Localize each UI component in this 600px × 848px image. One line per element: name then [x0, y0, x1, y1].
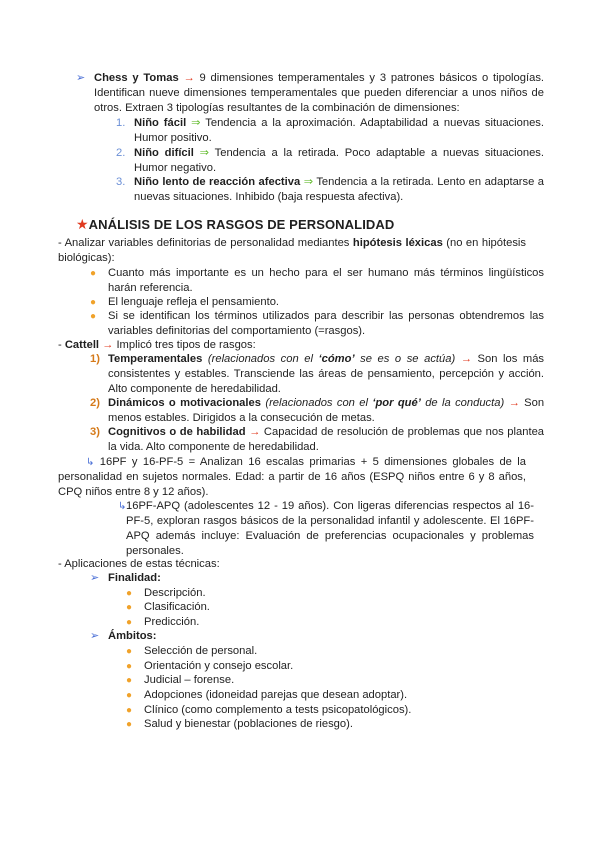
finalidad-label: Finalidad:: [108, 572, 161, 584]
lexical-hypothesis: hipótesis léxicas: [352, 237, 443, 249]
trait-text: Capacidad de resolución de problemas que nos plantea la vida. Alto componente de heredabilidad.: [108, 426, 545, 453]
arrow-bullet-icon: ➢: [76, 72, 86, 84]
arrow-bullet-icon: ➢: [90, 572, 100, 584]
ambitos-item: [126, 673, 544, 688]
section-heading: [76, 217, 556, 232]
dot-bullet-icon: ●: [126, 690, 133, 701]
dot-bullet-icon: ●: [90, 268, 97, 279]
lexical-item: [90, 266, 544, 296]
trait-term: Dinámicos o motivacionales: [108, 397, 261, 409]
dash: -: [58, 339, 62, 351]
dot-bullet-icon: ●: [126, 661, 133, 672]
intro-text-end: (no en hipótesis biológicas):: [58, 237, 526, 264]
dot-bullet-icon: ●: [126, 719, 133, 730]
lexical-item: [90, 295, 544, 310]
lexical-text: Cuanto más importante es un hecho para el ser humano más términos lingüísticos harán referencia.: [108, 267, 544, 294]
pf16-text: 16PF y 16-PF-5 = Analizan 16 escalas primarias + 5 dimensiones globales de la personalidad en sujetos normales. Edad: a partir de 16 años (ESPQ niños entre 6 y 8 años, CPQ niños entre 8 y 12 años).: [58, 456, 526, 498]
item-number: 3.: [116, 176, 126, 188]
sub-arrow-icon: ↳: [118, 501, 127, 512]
pf16-paragraph: [58, 455, 526, 500]
chess-item: [116, 116, 544, 146]
item-text: Tendencia a la aproximación. Adaptabilidad a nuevas situaciones. Humor positivo.: [134, 117, 545, 144]
chess-body: Identifican nueve dimensiones temperamentales que pueden diferenciar a unos niños de otros. Extraen 3 tipologías resultantes de la combinación de dimensiones:: [94, 87, 544, 114]
dot-bullet-icon: ●: [90, 311, 97, 322]
chess-summary: 9 dimensiones temperamentales y 3 patrones básicos o tipologías.: [199, 72, 545, 84]
item-term: Niño lento de reacción afectiva: [134, 176, 301, 188]
applications-intro: [58, 557, 526, 572]
finalidad-text: Clasificación.: [144, 601, 210, 613]
applications-intro-text: - Aplicaciones de estas técnicas:: [58, 558, 220, 570]
ambitos-text: Orientación y consejo escolar.: [144, 660, 294, 672]
item-number: 1.: [116, 117, 126, 129]
apq-text: 16PF-APQ (adolescentes 12 - 19 años). Con ligeras diferencias respectos al 16-PF-5, exploran rasgos básicos de la personalidad infantil y adolescente. El 16PF-APQ además incluye: Evaluación de preferencias ocupacionales y problemas personales.: [126, 500, 534, 557]
chess-item: [116, 146, 544, 176]
chess-author: Chess y Tomas: [94, 72, 179, 84]
item-term: Niño fácil: [134, 117, 187, 129]
finalidad-item: [126, 615, 544, 630]
chess-item: [116, 175, 544, 205]
trait-note: (relacionados con el ‘por qué’ de la conducta): [265, 397, 505, 409]
section-title: ANÁLISIS DE LOS RASGOS DE PERSONALIDAD: [88, 217, 395, 232]
trait-number: 1): [90, 353, 100, 365]
finalidad-item: [126, 586, 544, 601]
lexical-intro: [58, 236, 526, 266]
chess-paragraph: [76, 71, 544, 116]
cattell-intro: [58, 338, 526, 353]
lexical-text: El lenguaje refleja el pensamiento.: [108, 296, 280, 308]
apq-paragraph: [118, 499, 534, 559]
double-arrow-icon: ⇒: [303, 176, 314, 188]
item-text: Tendencia a la retirada. Lento en adaptarse a nuevas situaciones. Inhibido (baja respuesta afectiva).: [134, 176, 545, 203]
trait-item: [90, 396, 544, 426]
right-arrow-icon: →: [508, 397, 520, 409]
ambitos-label: Ámbitos:: [108, 630, 157, 642]
ambitos-item: [126, 644, 544, 659]
item-term: Niño difícil: [134, 147, 194, 159]
double-arrow-icon: ⇒: [191, 117, 201, 129]
cattell-name: Cattell: [64, 339, 100, 351]
dot-bullet-icon: ●: [126, 646, 133, 657]
ambitos-heading: [90, 629, 544, 644]
finalidad-text: Descripción.: [144, 587, 206, 599]
finalidad-text: Predicción.: [144, 616, 200, 628]
right-arrow-icon: →: [249, 426, 261, 438]
dot-bullet-icon: ●: [126, 675, 133, 686]
cattell-text: Implicó tres tipos de rasgos:: [116, 339, 256, 351]
double-arrow-icon: ⇒: [199, 147, 210, 159]
ambitos-item: [126, 717, 544, 732]
trait-item: [90, 425, 544, 455]
intro-text: - Analizar variables definitorias de personalidad mediantes: [58, 237, 353, 249]
right-arrow-icon: →: [460, 353, 472, 365]
dot-bullet-icon: ●: [126, 602, 133, 613]
trait-number: 2): [90, 397, 100, 409]
ambitos-item: [126, 659, 544, 674]
right-arrow-icon: →: [183, 72, 195, 84]
arrow-bullet-icon: ➢: [90, 630, 100, 642]
trait-number: 3): [90, 426, 100, 438]
trait-item: [90, 352, 544, 397]
ambitos-text: Selección de personal.: [144, 645, 258, 657]
finalidad-item: [126, 600, 544, 615]
dot-bullet-icon: ●: [126, 588, 133, 599]
ambitos-text: Clínico (como complemento a tests psicopatológicos).: [144, 704, 412, 716]
ambitos-text: Judicial – forense.: [144, 674, 235, 686]
sub-arrow-icon: ↳: [86, 457, 95, 468]
lexical-text: Si se identifican los términos utilizados para describir las personas obtendremos las variables definitorias del comportamiento (=rasgos).: [108, 310, 544, 337]
dot-bullet-icon: ●: [126, 617, 133, 628]
lexical-item: [90, 309, 544, 339]
ambitos-item: [126, 688, 544, 703]
trait-text: Son los más consistentes y estables. Transciende las áreas de pensamiento, percepción y acción. Alto componente de heredabilidad.: [108, 353, 545, 395]
trait-term: Cognitivos o de habilidad: [108, 426, 246, 438]
dot-bullet-icon: ●: [90, 297, 97, 308]
trait-text: Son menos estables. Dirigidos a la consecución de metas.: [108, 397, 545, 424]
item-number: 2.: [116, 147, 126, 159]
ambitos-text: Adopciones (idoneidad parejas que desean adoptar).: [144, 689, 408, 701]
ambitos-text: Salud y bienestar (poblaciones de riesgo).: [144, 718, 353, 730]
item-text: Tendencia a la retirada. Poco adaptable a nuevas situaciones. Humor negativo.: [134, 147, 544, 174]
trait-note: (relacionados con el ‘cómo’ se es o se actúa): [207, 353, 456, 365]
ambitos-item: [126, 703, 544, 718]
trait-term: Temperamentales: [108, 353, 203, 365]
right-arrow-icon: →: [102, 339, 114, 351]
star-icon: ★: [76, 216, 89, 232]
finalidad-heading: [90, 571, 544, 586]
dot-bullet-icon: ●: [126, 705, 133, 716]
